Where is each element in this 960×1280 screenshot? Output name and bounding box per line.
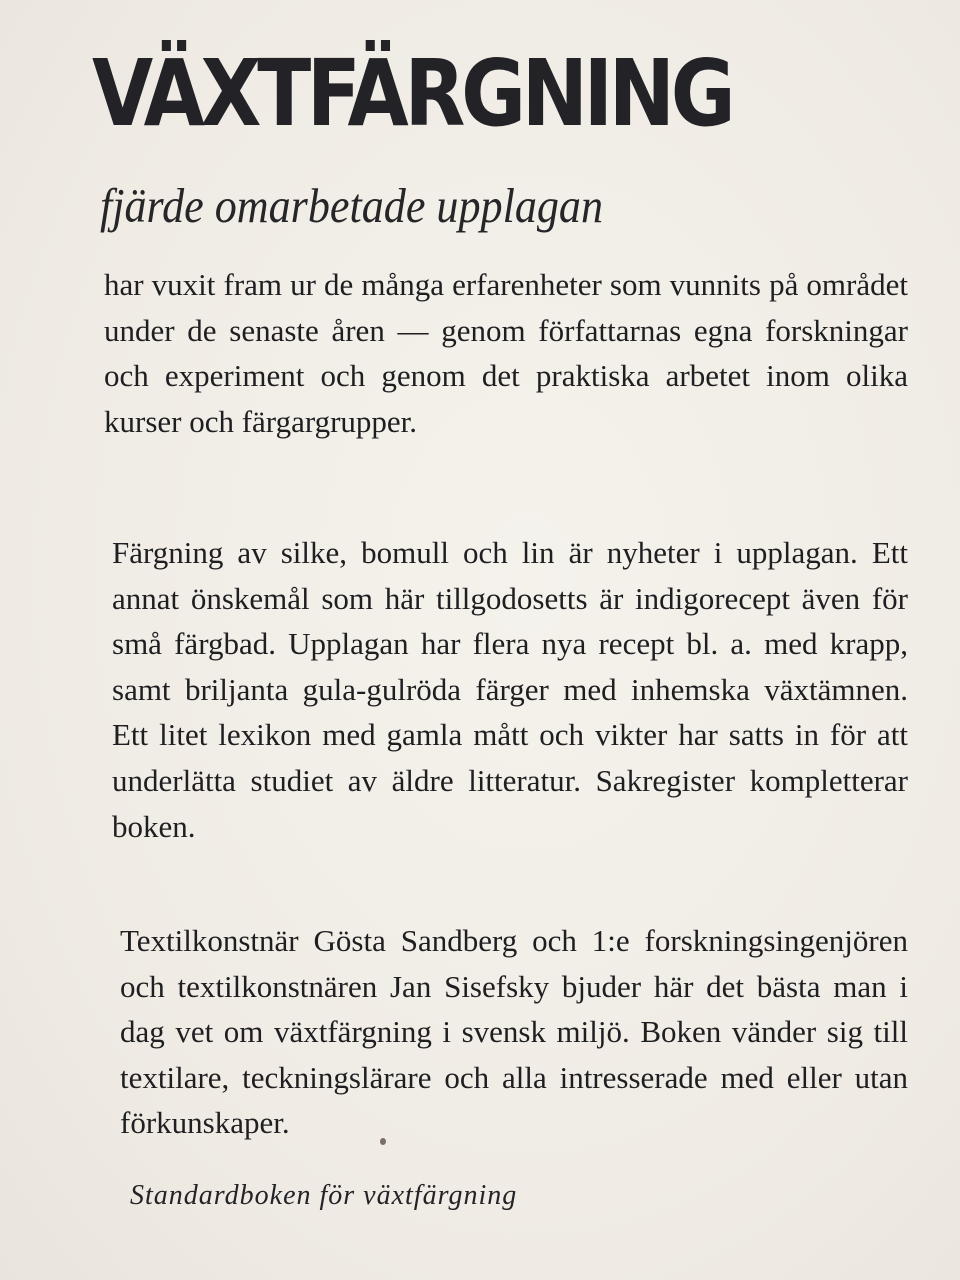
description-paragraph-3: Textilkonstnär Gösta Sandberg och 1:e forskningsingenjören och textilkonstnären Jan Sisefsky bjuder här det bästa man i dag vet om växtfärgning i svensk miljö. Boken vänder sig till textilare, teckningslärare och alla intresserade med eller utan förkunskaper. xyxy=(120,923,908,1141)
paper-speck xyxy=(380,1138,386,1145)
description-paragraph-1: har vuxit fram ur de många erfarenheter som vunnits på området under de senaste åren — genom författarnas egna forskningar och experiment och genom det praktiska arbetet inom olika kurser och färgargrupper. xyxy=(104,267,908,439)
tagline: Standardboken för växtfärgning xyxy=(130,1180,518,1211)
book-title: VÄXTFÄRGNING xyxy=(92,40,732,147)
description-paragraph-2: Färgning av silke, bomull och lin är nyheter i upplagan. Ett annat önskemål som här tillgodosetts är indigorecept även för små färgbad. Upplagan har flera nya recept bl. a. med krapp, samt briljanta gula-gulröda färger med inhemska växtämnen. Ett litet lexikon med gamla mått och vikter har satts in för att underlätta studiet av äldre litteratur. Sakregister kompletterar boken. xyxy=(112,535,908,844)
edition-subtitle: fjärde omarbetade upplagan xyxy=(100,178,604,233)
